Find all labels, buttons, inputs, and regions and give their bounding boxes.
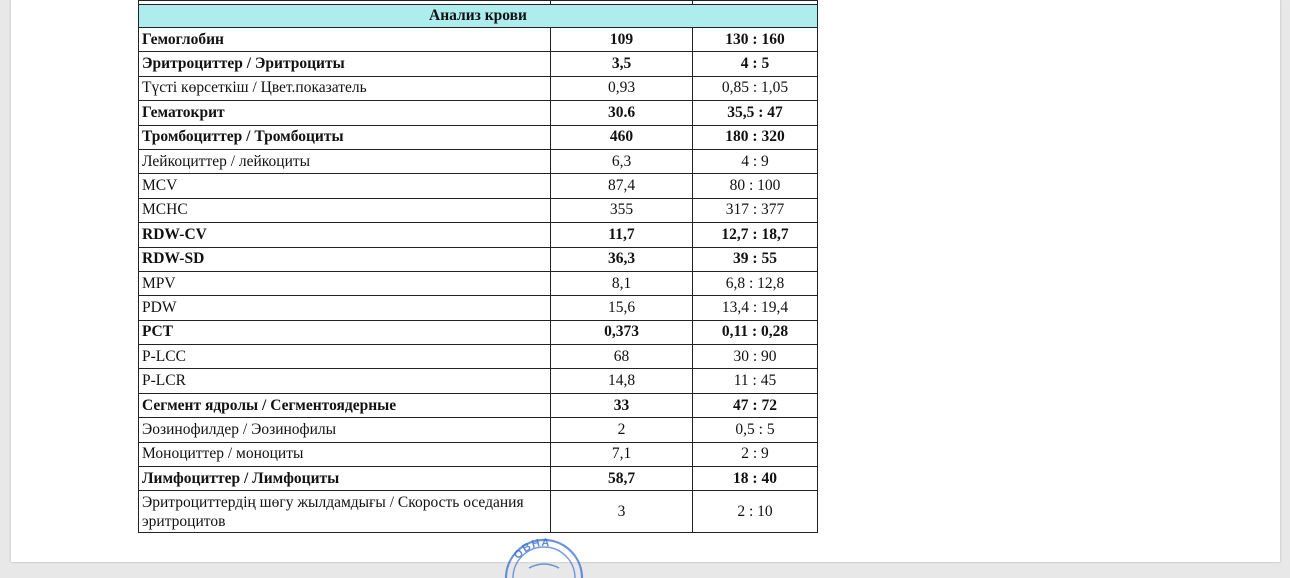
stamp-svg bbox=[501, 538, 587, 578]
test-name-cell: Гемоглобин bbox=[139, 28, 551, 52]
result-value-cell: 2 bbox=[551, 418, 693, 442]
test-name-cell: P-LCC bbox=[139, 345, 551, 369]
reference-range-cell: 317 : 377 bbox=[693, 198, 818, 222]
test-name-cell: Түсті көрсеткіш / Цвет.показатель bbox=[139, 76, 551, 100]
reference-range-cell: 30 : 90 bbox=[693, 345, 818, 369]
result-value-cell: 460 bbox=[551, 125, 693, 149]
table-row bbox=[139, 369, 818, 393]
table-row bbox=[139, 28, 818, 52]
test-name-cell: Гематокрит bbox=[139, 101, 551, 125]
result-value-cell: 14,8 bbox=[551, 369, 693, 393]
table-row bbox=[139, 198, 818, 222]
table-row bbox=[139, 442, 818, 466]
result-value-cell: 68 bbox=[551, 345, 693, 369]
table-row bbox=[139, 491, 818, 533]
reference-range-cell: 35,5 : 47 bbox=[693, 101, 818, 125]
table-row bbox=[139, 296, 818, 320]
result-value-cell: 15,6 bbox=[551, 296, 693, 320]
test-name-cell: PDW bbox=[139, 296, 551, 320]
test-name-cell: MPV bbox=[139, 271, 551, 295]
test-name-cell: MCV bbox=[139, 174, 551, 198]
svg-text:ОВНА bbox=[512, 538, 551, 562]
document-page bbox=[11, 0, 1280, 562]
reference-range-cell: 0,85 : 1,05 bbox=[693, 76, 818, 100]
result-value-cell: 109 bbox=[551, 28, 693, 52]
reference-range-cell: 80 : 100 bbox=[693, 174, 818, 198]
blood-test-table bbox=[138, 0, 818, 533]
result-value-cell: 11,7 bbox=[551, 223, 693, 247]
result-value-cell: 33 bbox=[551, 393, 693, 417]
result-value-cell: 30.6 bbox=[551, 101, 693, 125]
table-row bbox=[139, 320, 818, 344]
result-value-cell: 6,3 bbox=[551, 149, 693, 173]
result-value-cell: 0,373 bbox=[551, 320, 693, 344]
result-value-cell: 8,1 bbox=[551, 271, 693, 295]
reference-range-cell: 47 : 72 bbox=[693, 393, 818, 417]
test-name-cell: Тромбоциттер / Тромбоциты bbox=[139, 125, 551, 149]
reference-range-cell: 39 : 55 bbox=[693, 247, 818, 271]
reference-range-cell: 4 : 9 bbox=[693, 149, 818, 173]
result-value-cell: 7,1 bbox=[551, 442, 693, 466]
result-value-cell: 87,4 bbox=[551, 174, 693, 198]
table-row bbox=[139, 101, 818, 125]
test-name-cell: Моноциттер / моноциты bbox=[139, 442, 551, 466]
test-name-cell: PCT bbox=[139, 320, 551, 344]
table-row bbox=[139, 467, 818, 491]
test-name-cell: RDW-CV bbox=[139, 223, 551, 247]
result-value-cell: 0,93 bbox=[551, 76, 693, 100]
test-name-cell: Эритроциттер / Эритроциты bbox=[139, 52, 551, 76]
reference-range-cell: 2 : 10 bbox=[693, 491, 818, 533]
table-row bbox=[139, 76, 818, 100]
blood-test-table-body bbox=[139, 1, 818, 533]
reference-range-cell: 18 : 40 bbox=[693, 467, 818, 491]
result-value-cell: 3 bbox=[551, 491, 693, 533]
test-name-cell: Сегмент ядролы / Сегментоядерные bbox=[139, 393, 551, 417]
reference-range-cell: 12,7 : 18,7 bbox=[693, 223, 818, 247]
test-name-cell: P-LCR bbox=[139, 369, 551, 393]
table-row bbox=[139, 149, 818, 173]
table-row bbox=[139, 345, 818, 369]
test-name-cell: Эозинофилдер / Эозинофилы bbox=[139, 418, 551, 442]
test-name-cell: Лейкоциттер / лейкоциты bbox=[139, 149, 551, 173]
section-title: Анализ крови bbox=[139, 5, 818, 28]
stamp-text: ОВНА bbox=[511, 538, 551, 562]
reference-range-cell: 0,5 : 5 bbox=[693, 418, 818, 442]
table-row bbox=[139, 393, 818, 417]
reference-range-cell: 11 : 45 bbox=[693, 369, 818, 393]
test-name-cell: RDW-SD bbox=[139, 247, 551, 271]
reference-range-cell: 6,8 : 12,8 bbox=[693, 271, 818, 295]
test-name-cell: MCHC bbox=[139, 198, 551, 222]
result-value-cell: 3,5 bbox=[551, 52, 693, 76]
test-name-cell: Эритроциттердің шөгу жылдамдығы / Скорость оседания эритроцитов bbox=[139, 491, 551, 533]
result-value-cell: 36,3 bbox=[551, 247, 693, 271]
table-row bbox=[139, 174, 818, 198]
reference-range-cell: 13,4 : 19,4 bbox=[693, 296, 818, 320]
result-value-cell: 355 bbox=[551, 198, 693, 222]
reference-range-cell: 130 : 160 bbox=[693, 28, 818, 52]
table-row bbox=[139, 247, 818, 271]
reference-range-cell: 0,11 : 0,28 bbox=[693, 320, 818, 344]
table-row bbox=[139, 52, 818, 76]
table-row bbox=[139, 223, 818, 247]
reference-range-cell: 4 : 5 bbox=[693, 52, 818, 76]
test-name-cell: Лимфоциттер / Лимфоциты bbox=[139, 467, 551, 491]
table-row bbox=[139, 125, 818, 149]
table-row bbox=[139, 418, 818, 442]
result-value-cell: 58,7 bbox=[551, 467, 693, 491]
reference-range-cell: 180 : 320 bbox=[693, 125, 818, 149]
section-header-row bbox=[139, 5, 818, 28]
table-row bbox=[139, 271, 818, 295]
reference-range-cell: 2 : 9 bbox=[693, 442, 818, 466]
round-seal-stamp-icon bbox=[501, 538, 587, 578]
